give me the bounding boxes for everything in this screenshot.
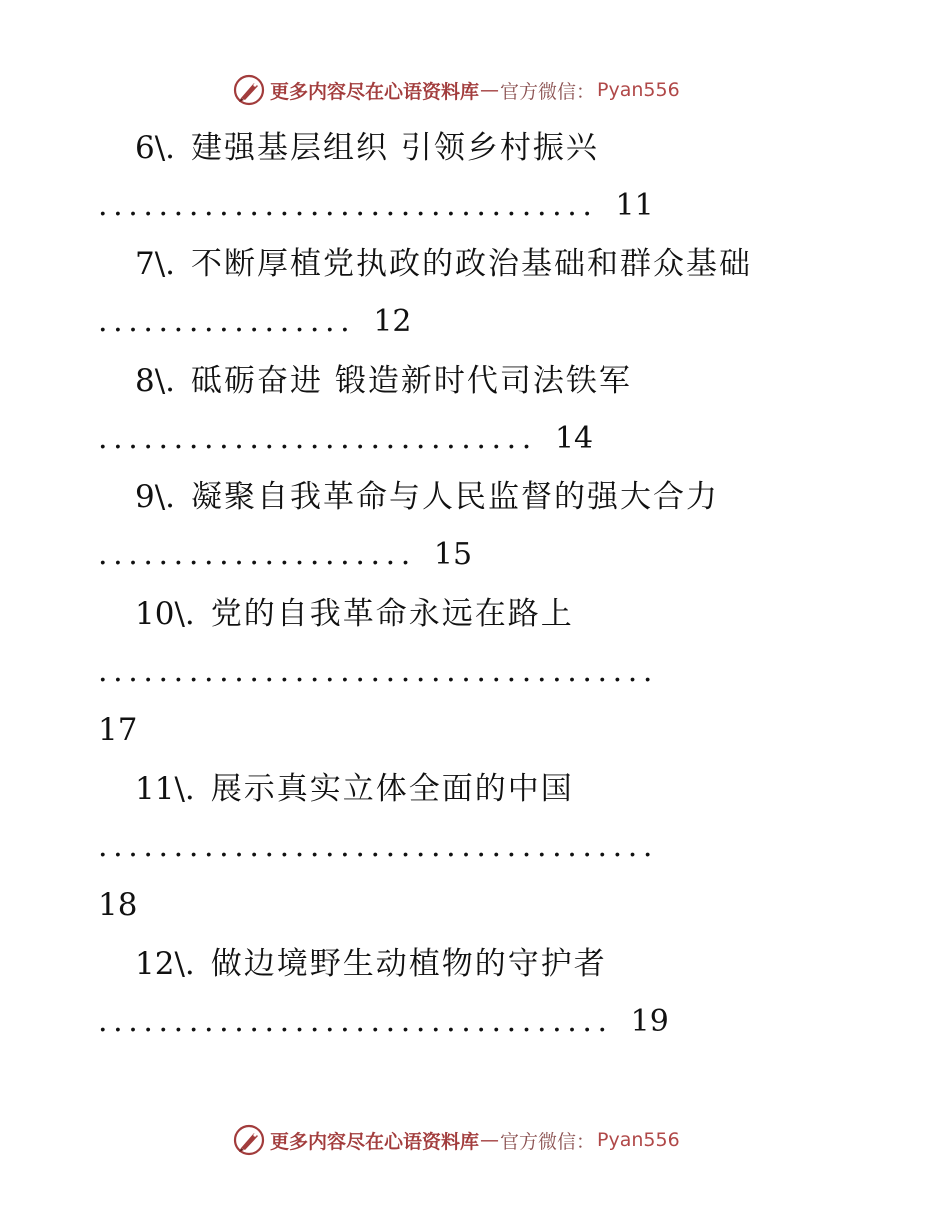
- toc-leader-line: ................................. 11: [98, 188, 654, 223]
- toc-entry-text: 不断厚植党执政的政治基础和群众基础: [191, 246, 753, 282]
- header-banner: [232, 70, 680, 110]
- toc-entry-number: 7\.: [135, 246, 176, 282]
- banner-account: Pyan556: [597, 1129, 680, 1151]
- toc-entry-text: 做边境野生动植物的守护者: [210, 946, 607, 982]
- toc-entry-number: 10\.: [135, 596, 195, 632]
- toc-page-number[interactable]: 17: [98, 712, 138, 748]
- toc-entry-number: 8\.: [135, 363, 176, 399]
- toc-page-number[interactable]: 19: [630, 1004, 669, 1039]
- toc-entry-text: 建强基层组织 引领乡村振兴: [191, 130, 599, 166]
- toc-leader-line: ................. 12: [98, 304, 412, 339]
- toc-leader-line: .................................. 19: [98, 1004, 669, 1039]
- toc-entry-title[interactable]: [135, 244, 752, 284]
- toc-entry-number: 9\.: [135, 479, 176, 515]
- toc-entry-text: 展示真实立体全面的中国: [210, 771, 574, 807]
- toc-page-number[interactable]: 11: [615, 188, 654, 223]
- toc-entry-title[interactable]: [135, 594, 574, 634]
- toc-page-number[interactable]: 15: [433, 537, 473, 572]
- banner-dash: —: [480, 79, 500, 101]
- toc-page-number[interactable]: 12: [373, 304, 412, 339]
- toc-page-number[interactable]: 14: [554, 421, 594, 456]
- toc-entry-number: 12\.: [135, 946, 195, 982]
- toc-entry-number: 11\.: [135, 771, 195, 807]
- toc-entry-title[interactable]: [135, 769, 574, 809]
- banner-sub: 官方微信：: [500, 80, 596, 103]
- banner-text: 更多内容尽在心语资料库: [270, 1130, 480, 1153]
- toc-entry-title[interactable]: [135, 477, 719, 517]
- toc-entry-text: 党的自我革命永远在路上: [210, 596, 574, 632]
- banner-sub: 官方微信：: [500, 1130, 596, 1153]
- toc-leader-line: .....................................: [98, 654, 659, 689]
- toc-page-number[interactable]: 18: [98, 887, 138, 923]
- toc-leader-line: ............................. 14: [98, 421, 594, 456]
- toc-entry-title[interactable]: [135, 361, 632, 401]
- banner-dash: —: [480, 1129, 500, 1151]
- toc-leader-line: ..................... 15: [98, 537, 473, 572]
- toc-entry-number: 6\.: [135, 130, 176, 166]
- banner-account: Pyan556: [597, 79, 680, 101]
- toc-entry-title[interactable]: [135, 128, 599, 168]
- toc-entry-text: 凝聚自我革命与人民监督的强大合力: [191, 479, 720, 515]
- toc-entry-text: 砥砺奋进 锻造新时代司法铁军: [191, 363, 632, 399]
- toc-entry-title[interactable]: [135, 944, 607, 984]
- pen-logo-icon: [232, 73, 266, 107]
- pen-logo-icon: [232, 1123, 266, 1157]
- footer-banner: [232, 1120, 680, 1160]
- toc-leader-line: .....................................: [98, 829, 659, 864]
- banner-text: 更多内容尽在心语资料库: [270, 80, 480, 103]
